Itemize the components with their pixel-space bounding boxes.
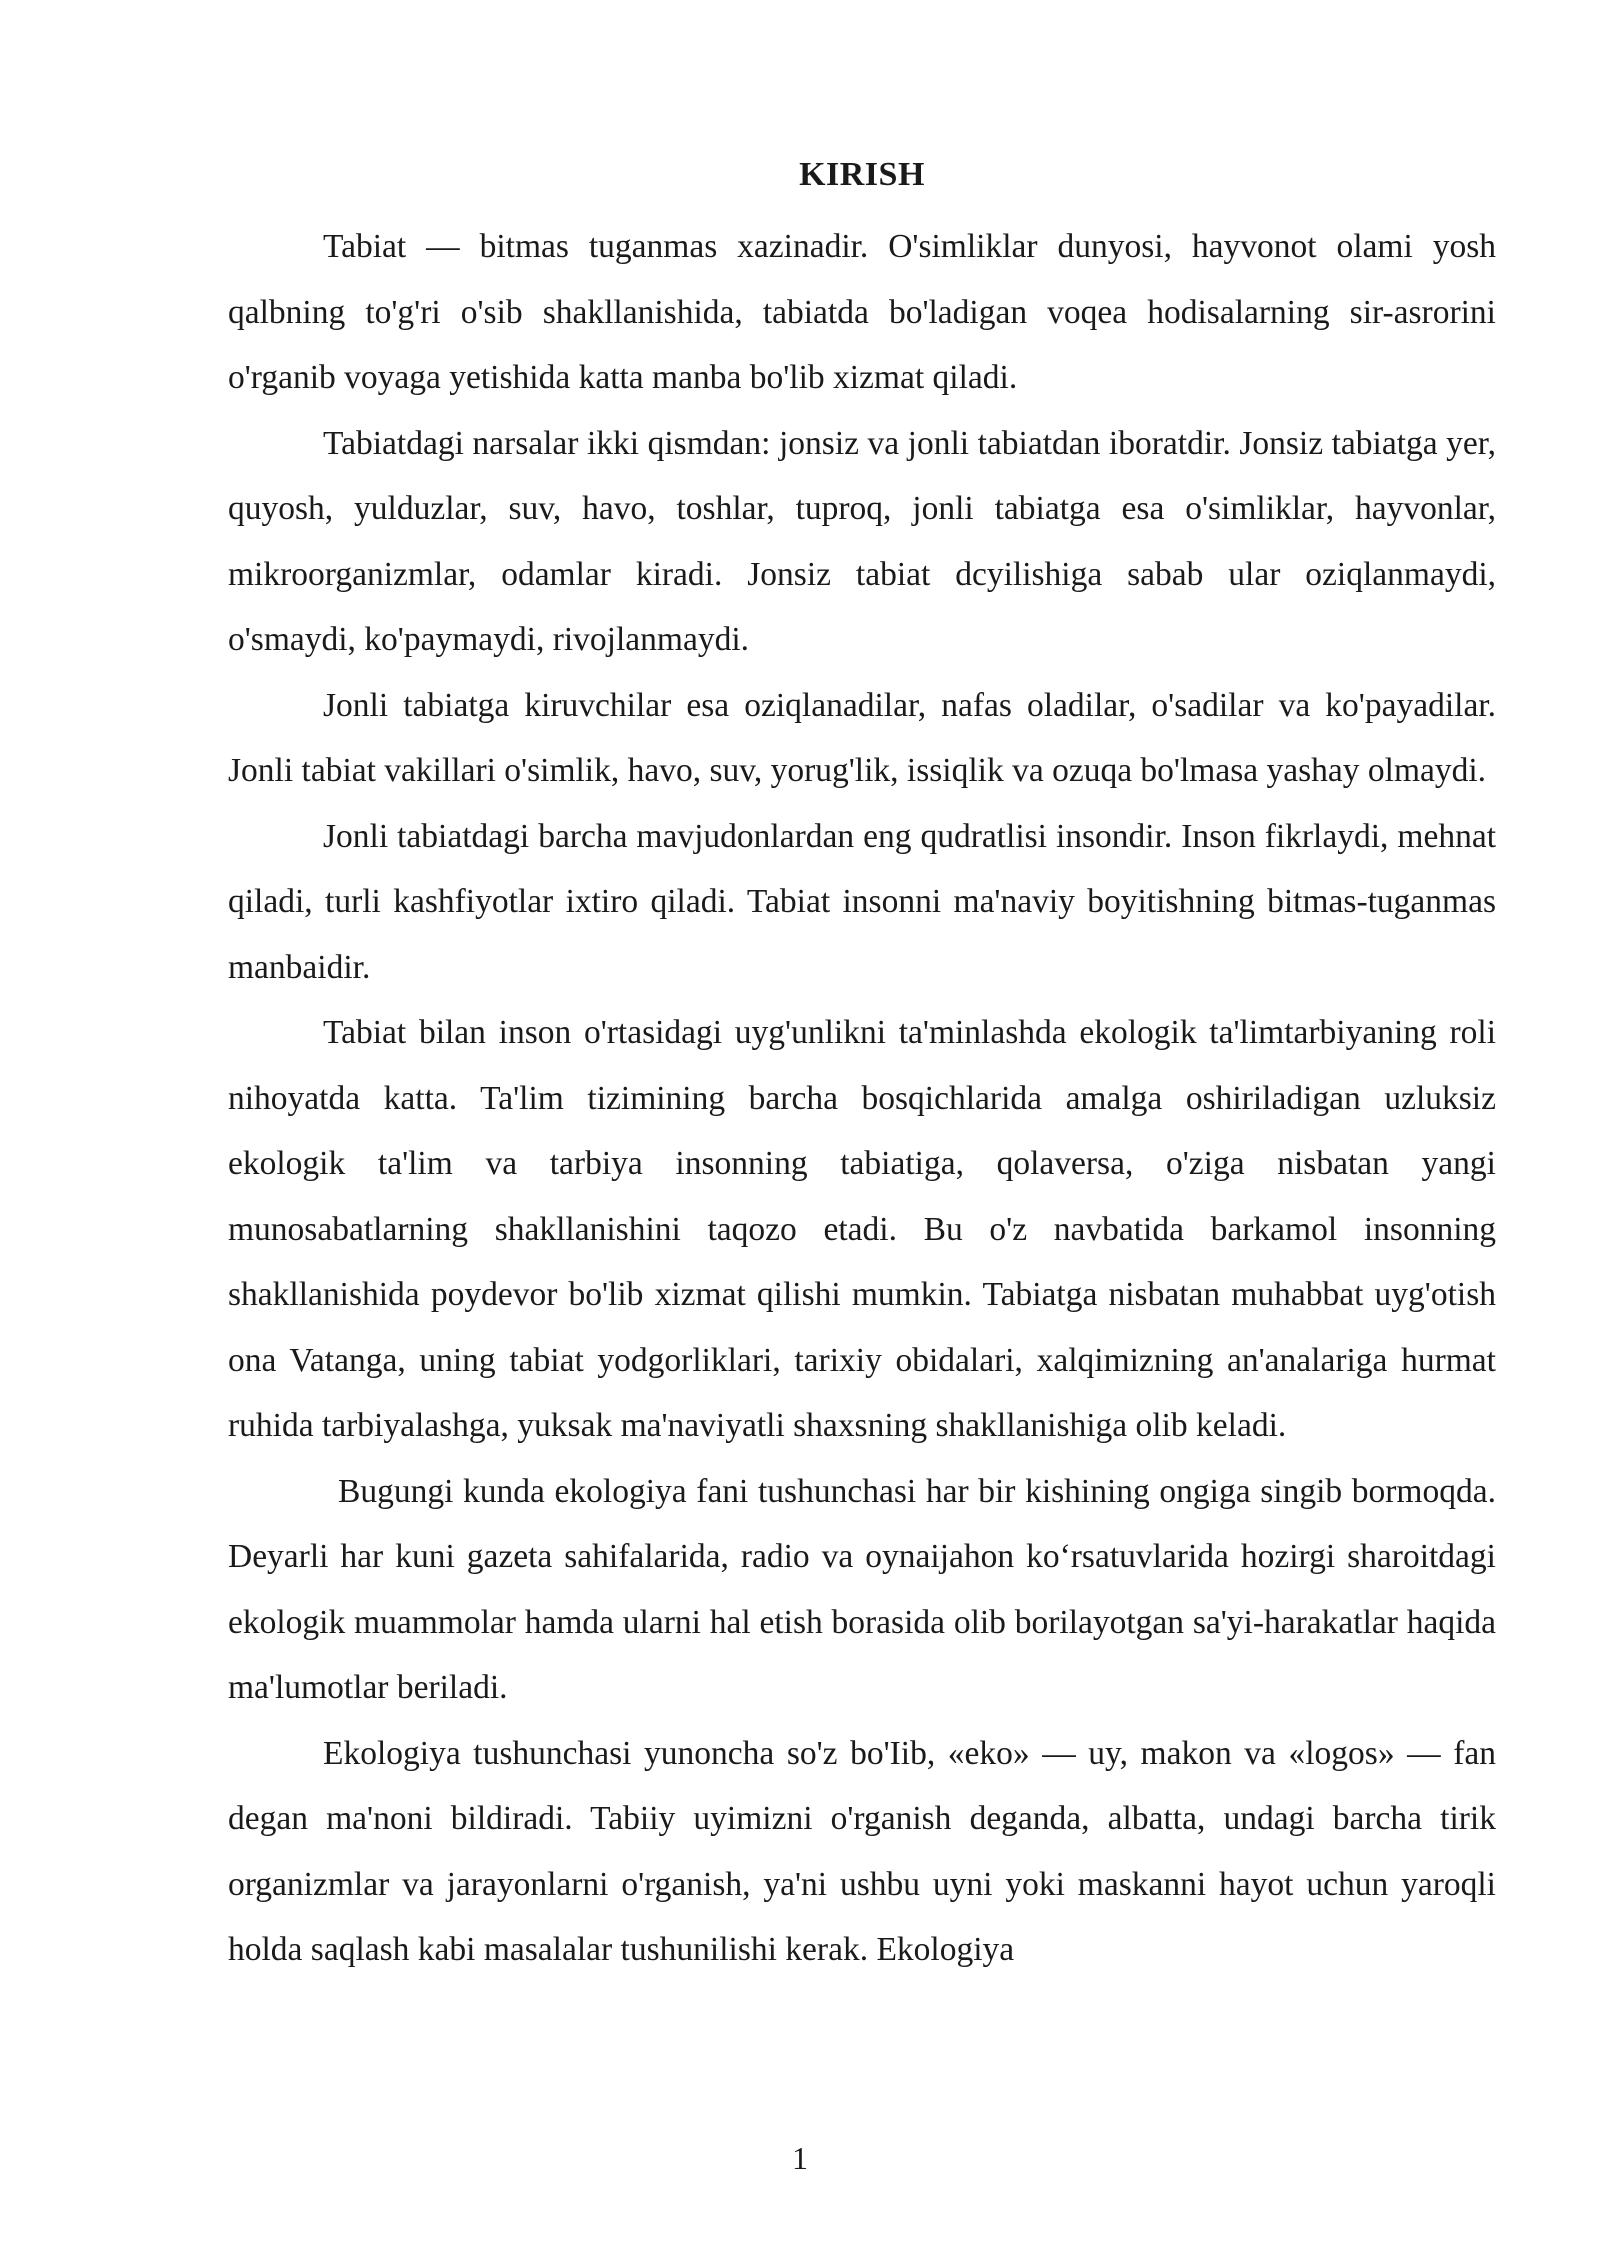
- paragraph-7: Ekologiya tushunchasi yunoncha so'z bo'Iib, «eko» — uy, makon va «logos» — fan degan ma'noni bildiradi. Tabiiy uyimizni o'rganish deganda, albatta, undagi barcha tirik organizmlar va jarayonlarni o'rganish, ya'ni ushbu uyni yoki maskanni hayot uchun yaroqli holda saqlash kabi masalalar tushunilishi kerak. Ekologiya: [228, 1734, 1496, 1968]
- paragraph-5: Tabiat bilan inson o'rtasidagi uyg'unlikni ta'minlashda ekologik ta'limtarbiyaning roli nihoyatda katta. Ta'lim tizimining barcha bosqichlarida amalga oshiriladigan uzluksiz ekologik ta'lim va tarbiya insonning tabiatiga, qolaversa, o'ziga nisbatan yangi munosabatlarning shakllanishini taqozo etadi. Bu o'z navbatida barkamol insonning shakllanishida poydevor bo'lib xizmat qilishi mumkin. Tabiatga nisbatan muhabbat uyg'otish ona Vatanga, uning tabiat yodgorliklari, tarixiy obidalari, xalqimizning an'analariga hurmat ruhida tarbiyalashga, yuksak ma'naviyatli shaxsning shakllanishiga olib keladi.: [228, 1014, 1496, 1444]
- page-number: 1: [792, 2140, 808, 2176]
- section-title: KIRISH: [799, 156, 925, 193]
- paragraph-3: Jonli tabiatga kiruvchilar esa oziqlanadilar, nafas oladilar, o'sadilar va ko'payadilar. Jonli tabiat vakillari o'simlik, havo, suv, yorug'lik, issiqlik va ozuqa bo'lmasa yashay olmaydi.: [228, 686, 1496, 789]
- paragraph-6: Bugungi kunda ekologiya fani tushunchasi har bir kishining ongiga singib bormoqda. Deyarli har kuni gazeta sahifalarida, radio va oynaijahon koʻrsatuvlarida hozirgi sharoitdagi ekologik muammolar hamda ularni hal etish borasida olib borilayotgan sa'yi-harakatlar haqida ma'lumotlar beriladi.: [228, 1472, 1496, 1706]
- paragraph-1: Tabiat — bitmas tuganmas xazinadir. O'simliklar dunyosi, hayvonot olami yosh qalbning to'g'ri o'sib shakllanishida, tabiatda bo'ladigan voqea hodisalarning sir-asrorini o'rganib voyaga yetishida katta manba bo'lib xizmat qiladi.: [228, 228, 1496, 396]
- paragraph-2: Tabiatdagi narsalar ikki qismdan: jonsiz va jonli tabiatdan iboratdir. Jonsiz tabiatga yer, quyosh, yulduzlar, suv, havo, toshlar, tuproq, jonli tabiatga esa o'simliklar, hayvonlar, mikroorganizmlar, odamlar kiradi. Jonsiz tabiat dcyilishiga sabab ular oziqlanmaydi, o'smaydi, ko'paymaydi, rivojlanmaydi.: [228, 424, 1496, 658]
- paragraph-4: Jonli tabiatdagi barcha mavjudonlardan eng qudratlisi insondir. Inson fikrlaydi, mehnat qiladi, turli kashfiyotlar ixtiro qiladi. Tabiat insonni ma'naviy boyitishning bitmas-tuganmas manbaidir.: [228, 817, 1496, 986]
- document-page: [228, 150, 1496, 1983]
